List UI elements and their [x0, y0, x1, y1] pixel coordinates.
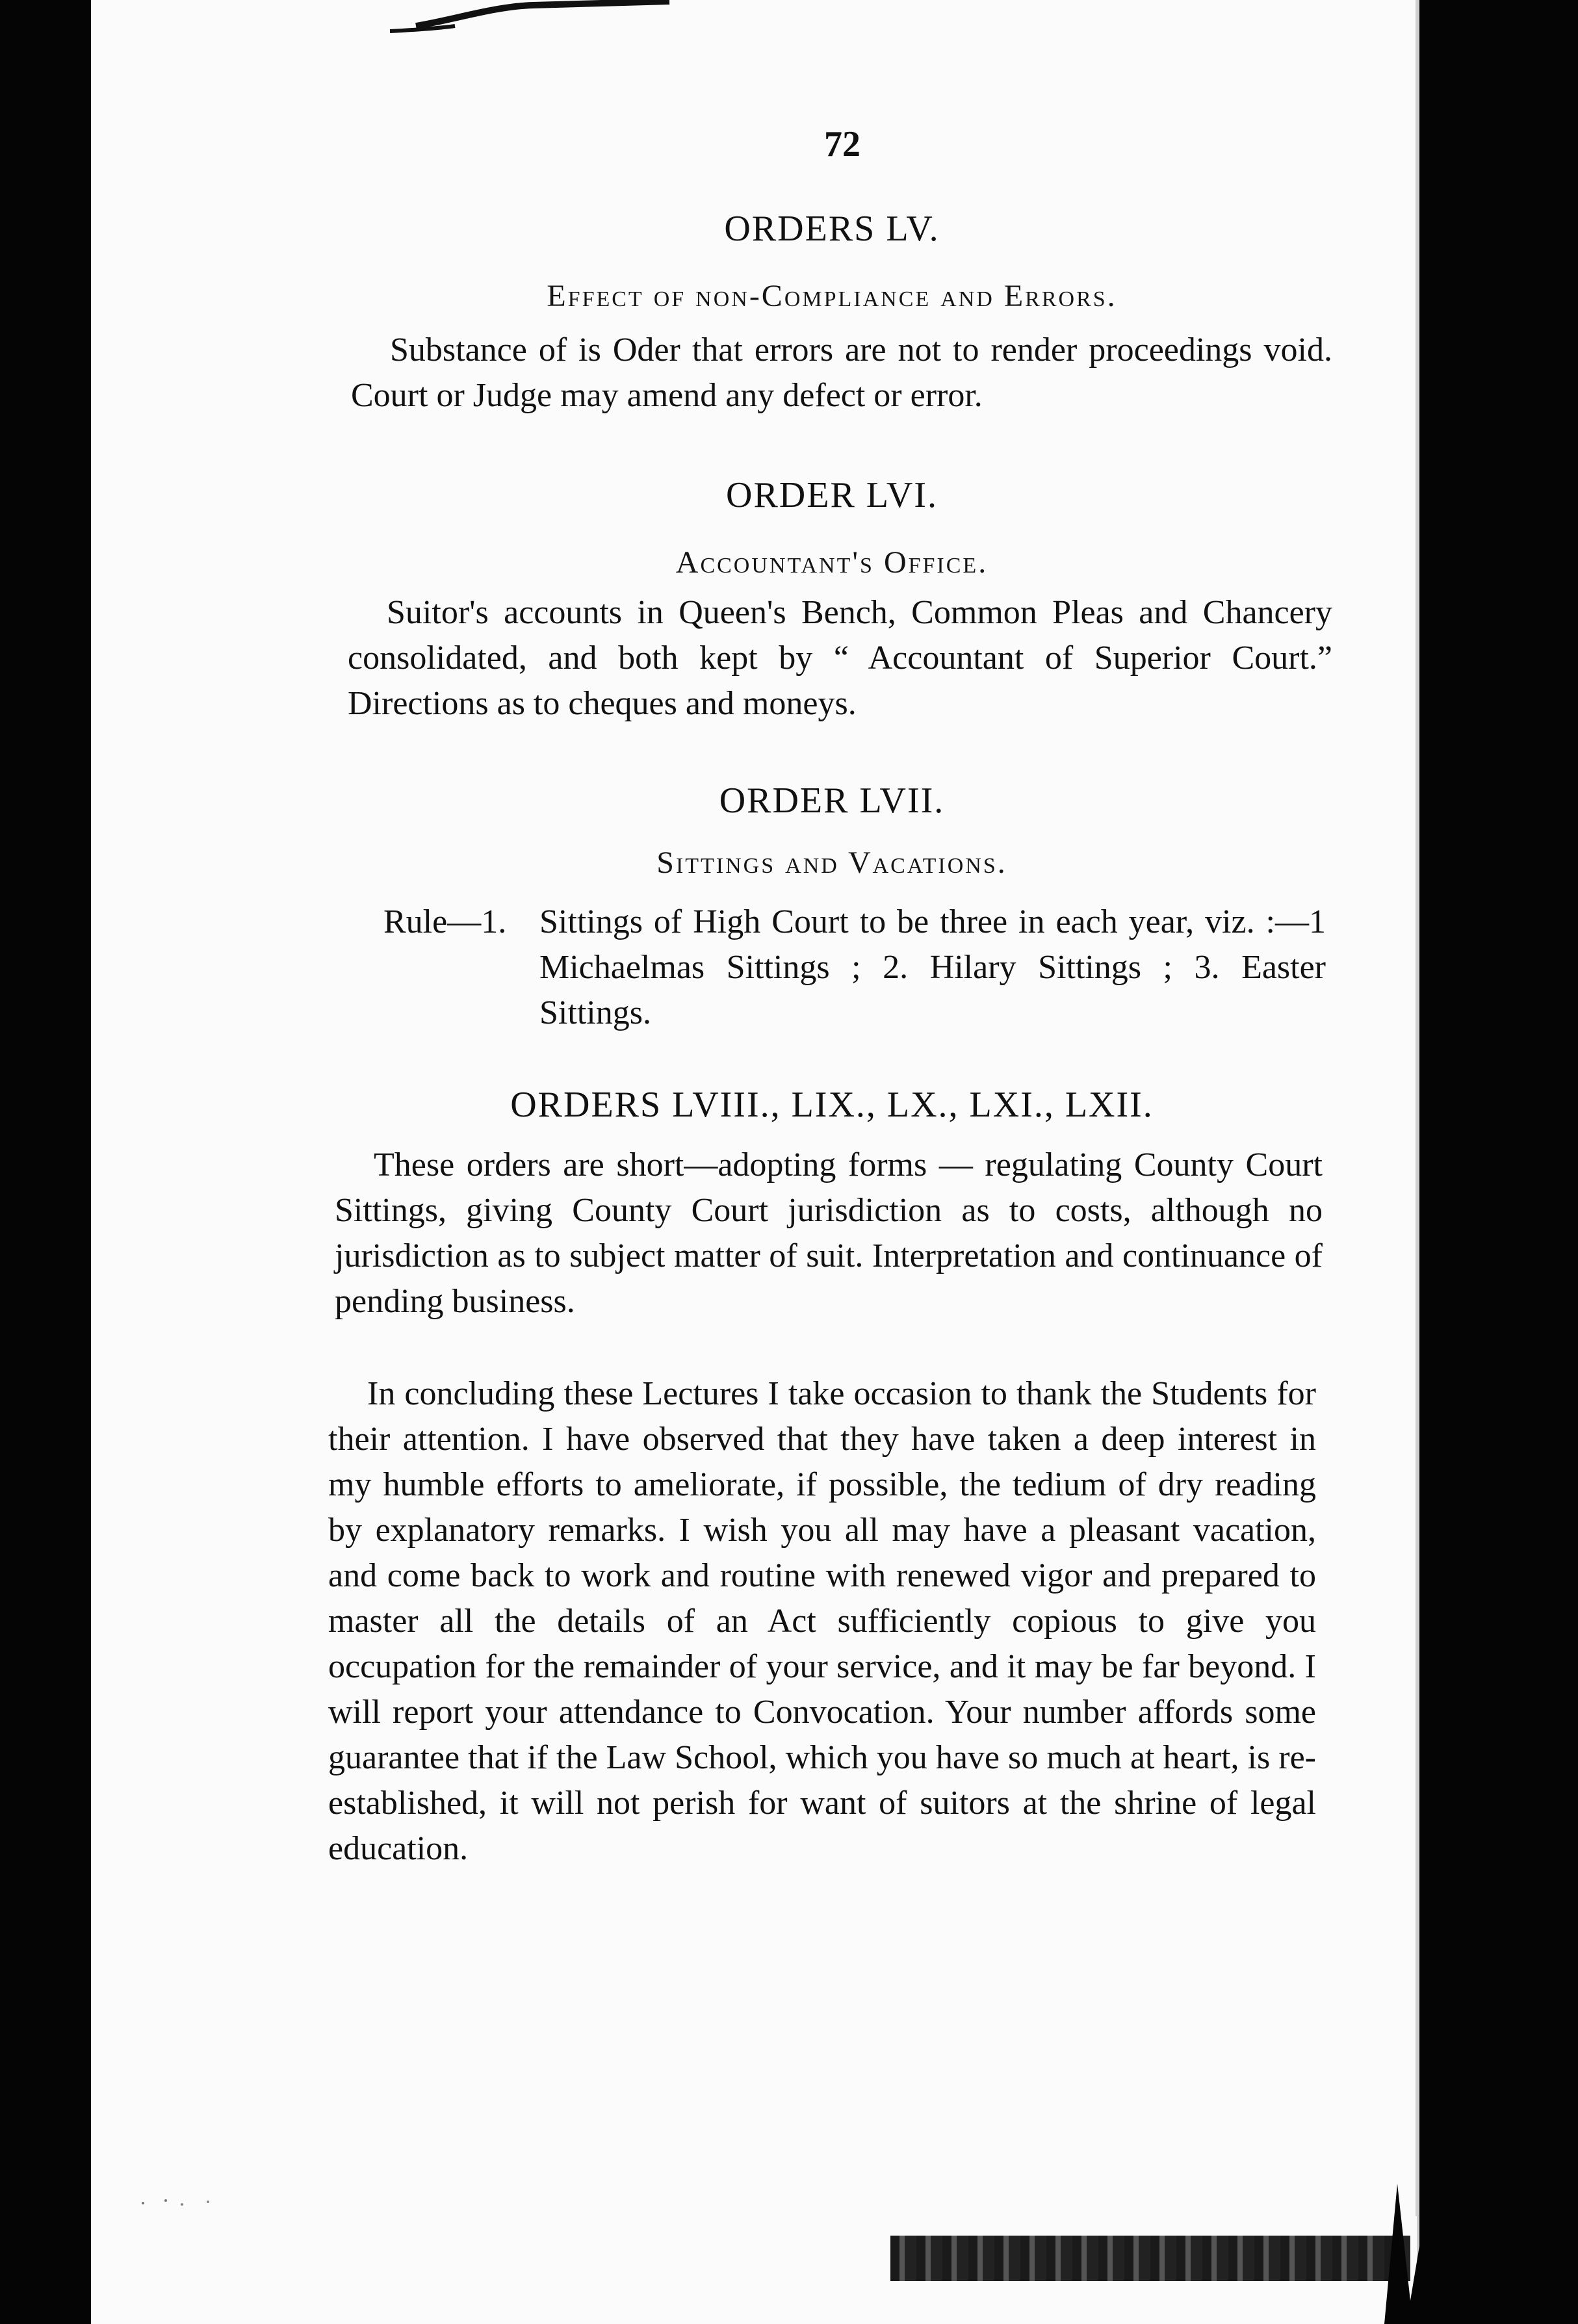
order-heading: ORDERS LV. [724, 209, 940, 249]
order-paragraph: Suitor's accounts in Queen's Bench, Common Pleas and Chancery consolidated, and both kept by “ Accountant of Superior Court.” Directions as to cheques and moneys. [348, 594, 1332, 722]
order-paragraph: Substance of is Oder that errors are not to render proceedings void. Court or Judge may amend any defect or error. [351, 331, 1332, 414]
ink-scrawl-mark [364, 0, 702, 39]
page-corner-tear [1378, 2184, 1423, 2324]
order-heading: ORDERS LVIII., LIX., LX., LXI., LXII. [510, 1085, 1154, 1125]
paper-specks [130, 2197, 260, 2210]
page-number: 72 [824, 124, 860, 164]
order-heading: ORDER LVI. [726, 475, 938, 515]
scan-right-border [1417, 0, 1578, 2324]
rule-number: Rule—1. [383, 903, 507, 940]
scan-bottom-shadow [890, 2236, 1410, 2281]
order-subheading: Effect of non-Compliance and Errors. [547, 279, 1117, 313]
closing-paragraph: In concluding these Lectures I take occasion to thank the Students for their attention. I have observed that they have taken a deep interest in my humble efforts to ameliorate, if possible, the tedium of dry reading by explanatory remarks. I wish you all may have a pleasant vacation, and come back to work and routine with renewed vigor and prepared to master all the details of an Act sufficiently copious to give you occupation for the remainder of your service, and it may be far beyond. I will report your attendance to Convocation. Your number affords some guarantee that if the Law School, which you have so much at heart, is re-established, it will not perish for want of suitors at the shrine of legal education. [328, 1375, 1316, 1867]
page-edge [1416, 0, 1419, 2324]
order-heading: ORDER LVII. [719, 781, 945, 821]
rule-text: Sittings of High Court to be three in each year, viz. :—1 Michaelmas Sittings ; 2. Hilary Sittings ; 3. Easter Sittings. [539, 903, 1326, 1031]
order-subheading: Accountant's Office. [675, 545, 989, 580]
order-paragraph: These orders are short—adopting forms — regulating County Court Sittings, giving County Court jurisdiction as to costs, although no jurisdiction as to subject matter of suit. Interpretation and continuance of pending business. [335, 1146, 1323, 1320]
scan-left-border [0, 0, 91, 2324]
order-subheading: Sittings and Vacations. [656, 846, 1007, 880]
